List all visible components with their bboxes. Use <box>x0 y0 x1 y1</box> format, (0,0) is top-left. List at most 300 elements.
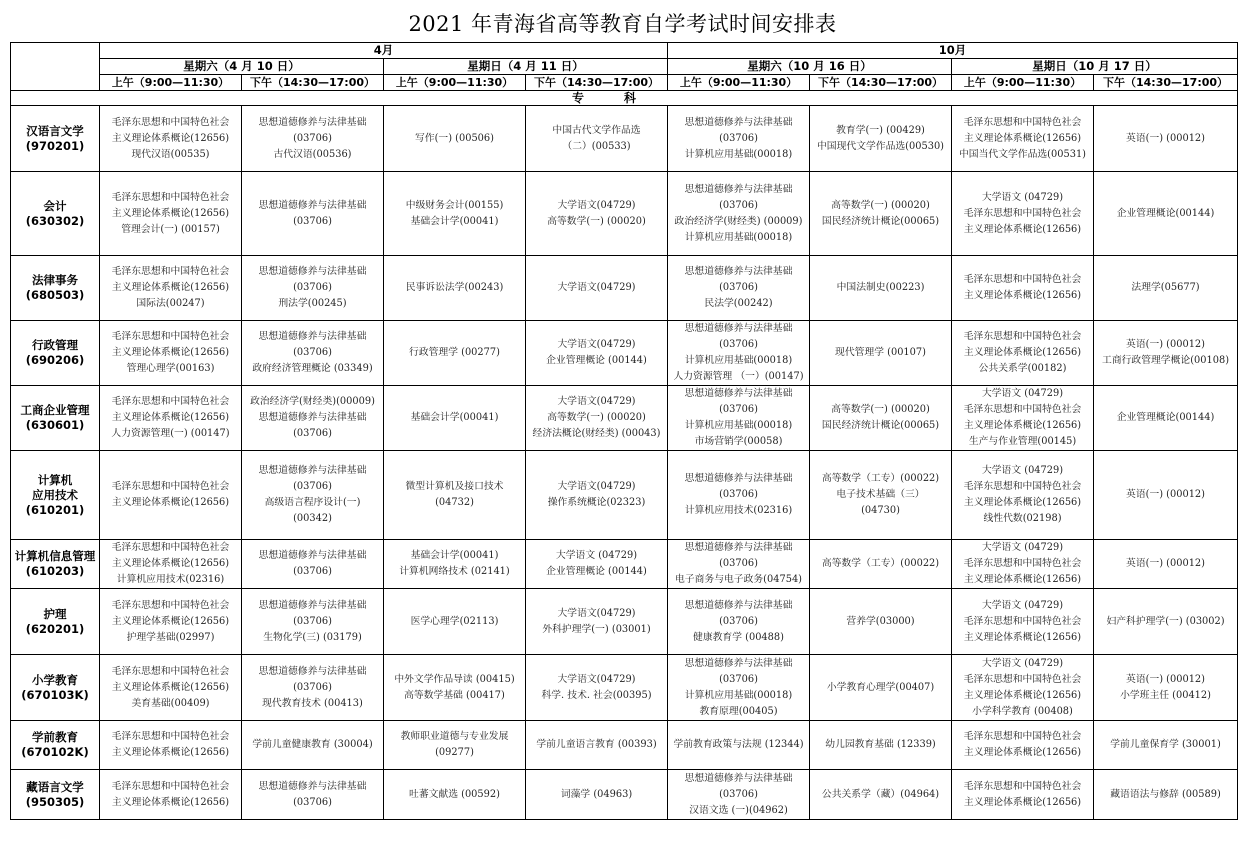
exam-cell <box>952 172 1094 256</box>
course-line: (00342) <box>293 513 332 524</box>
session-pm-header: 下午（14:30—17:00） <box>526 75 668 91</box>
exam-cell <box>242 540 384 589</box>
course-line: 小学科学教育 (00408) <box>972 705 1073 717</box>
course-line: 英语(一) (00012) <box>1126 489 1205 500</box>
exam-cell <box>952 321 1094 386</box>
exam-cell <box>1094 386 1238 451</box>
exam-cell <box>526 589 668 655</box>
course-line: (03706) <box>293 215 332 227</box>
course-line: 高等数学(一) (00020) <box>547 412 646 423</box>
course-line: 政治经济学(财经类) (00009) <box>674 215 803 227</box>
exam-cell <box>100 589 242 655</box>
course-line: 主义理论体系概论(12656) <box>963 796 1082 808</box>
exam-cell <box>100 386 242 451</box>
course-line: 学前教育政策与法规 (12344) <box>673 739 804 750</box>
course-line: 思想道德修养与法律基础 <box>684 388 793 399</box>
exam-cell <box>668 721 810 770</box>
exam-cell <box>810 770 952 820</box>
course-line: 主义理论体系概论(12656) <box>111 282 230 293</box>
course-line: 操作系统概论(02323) <box>547 497 646 508</box>
major-name-cell <box>11 589 100 655</box>
exam-cell <box>1094 256 1238 321</box>
major-name: 汉语言文学 <box>26 123 84 138</box>
course-line: (03706) <box>293 681 332 693</box>
exam-cell <box>952 589 1094 655</box>
course-line: (03706) <box>719 615 758 627</box>
exam-cell <box>952 770 1094 820</box>
course-line: 主义理论体系概论(12656) <box>111 132 230 144</box>
major-name: 小学教育 <box>32 672 78 687</box>
exam-cell <box>810 589 952 655</box>
major-name: 计算机信息管理 <box>14 549 96 563</box>
course-line: 管理心理学(00163) <box>126 363 215 374</box>
course-line: 法理学(05677) <box>1131 282 1200 293</box>
course-line: 大学语文 (04729) <box>981 465 1064 476</box>
major-name: 计算机 <box>37 472 73 487</box>
course-line: 主义理论体系概论(12656) <box>963 689 1082 701</box>
course-line: 现代教育技术 (00413) <box>262 697 363 709</box>
course-line: 大学语文(04729) <box>557 673 636 685</box>
course-line: (04730) <box>861 505 900 516</box>
day-header: 星期六（10 月 16 日） <box>668 59 952 75</box>
course-line: 主义理论体系概论(12656) <box>963 223 1082 235</box>
course-line: 主义理论体系概论(12656) <box>111 681 230 693</box>
course-line: 刑法学(00245) <box>278 298 347 309</box>
exam-cell <box>526 321 668 386</box>
course-line: 思想道德修养与法律基础 <box>684 116 793 128</box>
course-line: 企业管理概论(00144) <box>1116 207 1215 219</box>
exam-cell <box>952 386 1094 451</box>
exam-cell <box>100 540 242 589</box>
course-line: 英语(一) (00012) <box>1126 673 1205 685</box>
course-line: 思想道德修养与法律基础 <box>684 657 793 669</box>
course-line: 政治经济学(财经类)(00009) <box>250 396 375 407</box>
course-line: 线性代数(02198) <box>983 513 1062 524</box>
course-line: 吐蕃文献选 (00592) <box>409 788 500 800</box>
exam-cell <box>952 655 1094 721</box>
course-line: 思想道德修养与法律基础 <box>684 183 793 195</box>
course-line: 毛泽东思想和中国特色社会 <box>963 615 1082 627</box>
exam-cell <box>384 451 526 540</box>
course-line: 计算机网络技术 (02141) <box>399 566 510 577</box>
table-row <box>11 321 1238 386</box>
exam-cell <box>668 172 810 256</box>
major-name-cell <box>11 256 100 321</box>
course-line: 计算机应用技术(02316) <box>116 574 225 585</box>
exam-cell <box>100 321 242 386</box>
exam-cell <box>1094 321 1238 386</box>
course-line: 企业管理概论 (00144) <box>546 566 647 577</box>
course-line: 毛泽东思想和中国特色社会 <box>963 673 1082 685</box>
major-name: 会计 <box>43 198 67 213</box>
course-line: (09277) <box>435 747 474 758</box>
major-name-cell <box>11 321 100 386</box>
exam-cell <box>100 256 242 321</box>
course-line: 主义理论体系概论(12656) <box>963 747 1082 758</box>
major-name: 藏语言文学 <box>26 779 84 794</box>
exam-cell <box>100 655 242 721</box>
course-line: 基础会计学(00041) <box>410 412 499 423</box>
major-name: 工商企业管理 <box>20 403 90 417</box>
major-code: (610201) <box>25 502 85 517</box>
course-line: (03706) <box>293 282 332 293</box>
exam-cell <box>668 321 810 386</box>
day-header: 星期日（4 月 11 日） <box>384 59 668 75</box>
course-line: 电子商务与电子政务(04754) <box>675 574 802 585</box>
exam-cell <box>242 106 384 172</box>
course-line: 管理会计(一) (00157) <box>121 223 220 235</box>
session-pm-header: 下午（14:30—17:00） <box>242 75 384 91</box>
course-line: 医学心理学(02113) <box>410 615 499 627</box>
major-code: (620201) <box>25 621 85 636</box>
course-line: 人力资源管理(一) (00147) <box>111 428 230 439</box>
exam-cell <box>242 256 384 321</box>
course-line: 毛泽东思想和中国特色社会 <box>111 396 230 407</box>
course-line: 毛泽东思想和中国特色社会 <box>111 731 230 742</box>
course-line: 大学语文 (04729) <box>555 550 638 561</box>
course-line: (03706) <box>719 339 758 350</box>
exam-cell <box>384 770 526 820</box>
course-line: 主义理论体系概论(12656) <box>111 796 230 808</box>
course-line: 毛泽东思想和中国特色社会 <box>111 542 230 553</box>
major-name-cell <box>11 451 100 540</box>
course-line: 民法学(00242) <box>704 298 773 309</box>
major-code: (670103K) <box>21 687 89 702</box>
course-line: 教育原理(00405) <box>699 705 778 717</box>
course-line: 思想道德修养与法律基础 <box>684 266 793 277</box>
exam-cell <box>526 721 668 770</box>
exam-cell <box>100 721 242 770</box>
course-line: 思想道德修养与法律基础 <box>258 116 367 128</box>
course-line: 主义理论体系概论(12656) <box>111 747 230 758</box>
table-row <box>11 451 1238 540</box>
course-line: 中国当代文学作品选(00531) <box>959 148 1086 160</box>
exam-cell <box>100 770 242 820</box>
course-line: 学前儿童健康教育 (30004) <box>252 739 373 750</box>
course-line: 毛泽东思想和中国特色社会 <box>963 558 1082 569</box>
course-line: 中国现代文学作品选(00530) <box>817 140 944 152</box>
exam-cell <box>242 655 384 721</box>
course-line: 毛泽东思想和中国特色社会 <box>111 331 230 342</box>
exam-cell <box>526 172 668 256</box>
course-line: 写作(一) (00506) <box>415 132 494 144</box>
course-line: 大学语文 (04729) <box>981 191 1064 203</box>
course-line: 思想道德修养与法律基础 <box>258 331 367 342</box>
course-line: 市场营销学(00058) <box>694 436 783 447</box>
course-line: 护理学基础(02997) <box>126 631 215 643</box>
course-line: 毛泽东思想和中国特色社会 <box>111 481 230 492</box>
course-line: (04732) <box>435 497 474 508</box>
exam-cell <box>1094 770 1238 820</box>
exam-cell <box>526 770 668 820</box>
exam-cell <box>952 540 1094 589</box>
course-line: (03706) <box>719 489 758 500</box>
course-line: 主义理论体系概论(12656) <box>963 290 1082 301</box>
exam-cell <box>526 256 668 321</box>
course-line: 思想道德修养与法律基础 <box>684 323 793 334</box>
exam-schedule-table <box>10 42 1238 820</box>
session-am-header: 上午（9:00—11:30） <box>100 75 242 91</box>
course-line: 思想道德修养与法律基础 <box>258 465 367 476</box>
exam-cell <box>384 172 526 256</box>
exam-cell <box>242 386 384 451</box>
course-line: 健康教育学 (00488) <box>693 631 784 643</box>
table-row <box>11 106 1238 172</box>
course-line: 企业管理概论(00144) <box>1116 412 1215 423</box>
course-line: 企业管理概论 (00144) <box>546 355 647 366</box>
course-line: 毛泽东思想和中国特色社会 <box>963 274 1082 285</box>
exam-cell <box>384 256 526 321</box>
course-line: 思想道德修养与法律基础 <box>258 599 367 611</box>
exam-cell <box>810 655 952 721</box>
course-line: 高等数学(一) (00020) <box>547 215 646 227</box>
course-line: 现代管理学 (00107) <box>835 347 926 358</box>
major-code: (680503) <box>25 288 85 302</box>
course-line: 政府经济管理概论 (03349) <box>252 363 373 374</box>
course-line: 美育基础(00409) <box>131 697 210 709</box>
course-line: 高等数学（工专）(00022) <box>821 473 940 484</box>
exam-cell <box>384 386 526 451</box>
course-line: 大学语文(04729) <box>557 396 636 407</box>
course-line: 毛泽东思想和中国特色社会 <box>963 116 1082 128</box>
course-line: 毛泽东思想和中国特色社会 <box>111 191 230 203</box>
month-header-october: 10月 <box>668 43 1238 59</box>
exam-cell <box>1094 655 1238 721</box>
course-line: 主义理论体系概论(12656) <box>111 497 230 508</box>
course-line: 微型计算机及接口技术 <box>405 481 504 492</box>
course-line: 人力资源管理 （一）(00147) <box>673 371 804 382</box>
course-line: 外科护理学(一) (03001) <box>542 623 651 635</box>
course-line: 主义理论体系概论(12656) <box>963 631 1082 643</box>
exam-cell <box>810 256 952 321</box>
course-line: 毛泽东思想和中国特色社会 <box>963 404 1082 415</box>
course-line: (03706) <box>719 404 758 415</box>
exam-cell <box>384 321 526 386</box>
course-line: 思想道德修养与法律基础 <box>258 412 367 423</box>
major-name-cell <box>11 386 100 451</box>
course-line: 计算机应用基础(00018) <box>684 355 793 366</box>
course-line: 藏语语法与修辞 (00589) <box>1110 788 1221 800</box>
exam-cell <box>810 106 952 172</box>
exam-cell <box>384 655 526 721</box>
major-code: (670102K) <box>21 745 89 759</box>
course-line: 国际法(00247) <box>136 298 205 309</box>
table-row <box>11 540 1238 589</box>
course-line: 思想道德修养与法律基础 <box>258 550 367 561</box>
exam-cell <box>810 386 952 451</box>
exam-cell <box>1094 721 1238 770</box>
course-line: (03706) <box>293 347 332 358</box>
course-line: 科学. 技术. 社会(00395) <box>541 689 652 701</box>
session-am-header: 上午（9:00—11:30） <box>384 75 526 91</box>
course-line: 主义理论体系概论(12656) <box>963 420 1082 431</box>
exam-cell <box>952 451 1094 540</box>
session-am-header: 上午（9:00—11:30） <box>952 75 1094 91</box>
major-code: (630302) <box>25 213 85 228</box>
major-name-cell <box>11 106 100 172</box>
course-line: 思想道德修养与法律基础 <box>684 473 793 484</box>
exam-cell <box>526 386 668 451</box>
table-row <box>11 721 1238 770</box>
page-title: 2021 年青海省高等教育自学考试时间安排表 <box>408 12 837 36</box>
course-line: 主义理论体系概论(12656) <box>111 412 230 423</box>
major-name: 应用技术 <box>32 487 78 502</box>
course-line: 小学教育心理学(00407) <box>826 681 935 693</box>
major-name: 法律事务 <box>32 273 78 287</box>
exam-cell <box>1094 589 1238 655</box>
course-line: 古代汉语(00536) <box>273 148 352 160</box>
exam-cell <box>384 106 526 172</box>
course-line: 计算机应用基础(00018) <box>684 148 793 160</box>
course-line: 大学语文 (04729) <box>981 599 1064 611</box>
course-line: 思想道德修养与法律基础 <box>684 542 793 553</box>
table-row <box>11 589 1238 655</box>
course-line: 大学语文 (04729) <box>981 542 1064 553</box>
course-line: 英语(一) (00012) <box>1126 339 1205 350</box>
course-line: 毛泽东思想和中国特色社会 <box>963 331 1082 342</box>
table-row <box>11 770 1238 820</box>
table-row <box>11 172 1238 256</box>
course-line: (03706) <box>719 558 758 569</box>
exam-cell <box>242 321 384 386</box>
course-line: 基础会计学(00041) <box>410 550 499 561</box>
course-line: (03706) <box>293 481 332 492</box>
course-line: 学前儿童保育学 (30001) <box>1110 739 1221 750</box>
course-line: 高等数学基础 (00417) <box>404 689 505 701</box>
exam-cell <box>1094 106 1238 172</box>
course-line: 国民经济统计概论(00065) <box>821 215 940 227</box>
exam-cell <box>668 589 810 655</box>
course-line: 毛泽东思想和中国特色社会 <box>111 665 230 677</box>
course-line: (03706) <box>719 282 758 293</box>
course-line: 国民经济统计概论(00065) <box>821 420 940 431</box>
course-line: 计算机应用基础(00018) <box>684 420 793 431</box>
course-line: 思想道德修养与法律基础 <box>258 199 367 211</box>
course-line: 中国法制史(00223) <box>836 282 925 293</box>
major-name: 行政管理 <box>32 338 78 352</box>
course-line: 民事诉讼法学(00243) <box>405 282 504 293</box>
course-line: 中外文学作品导读 (00415) <box>394 673 515 685</box>
course-line: 高等数学（工专）(00022) <box>821 558 940 569</box>
course-line: 经济法概论(财经类) (00043) <box>532 428 661 439</box>
course-line: 思想道德修养与法律基础 <box>258 780 367 792</box>
course-line: 大学语文 (04729) <box>981 388 1064 399</box>
course-line: 高级语言程序设计(一) <box>264 497 361 508</box>
exam-cell <box>242 721 384 770</box>
exam-cell <box>1094 451 1238 540</box>
course-line: 妇产科护理学(一) (03002) <box>1106 615 1225 627</box>
major-code: (690206) <box>25 353 85 367</box>
course-line: 主义理论体系概论(12656) <box>963 497 1082 508</box>
course-line: 高等数学(一) (00020) <box>831 199 930 211</box>
course-line: (03706) <box>293 428 332 439</box>
course-line: 思想道德修养与法律基础 <box>258 266 367 277</box>
exam-cell <box>668 540 810 589</box>
major-name-cell <box>11 721 100 770</box>
course-line: 思想道德修养与法律基础 <box>684 599 793 611</box>
exam-cell <box>242 451 384 540</box>
month-header-april: 4月 <box>100 43 668 59</box>
exam-cell <box>668 451 810 540</box>
course-line: (03706) <box>719 132 758 144</box>
exam-cell <box>100 172 242 256</box>
day-header: 星期日（10 月 17 日） <box>952 59 1238 75</box>
table-row <box>11 655 1238 721</box>
course-line: （二）(00533) <box>562 140 631 152</box>
course-line: 中级财务会计(00155) <box>405 199 504 211</box>
course-line: 学前儿童语言教育 (00393) <box>536 739 657 750</box>
section-label: 专科 <box>11 91 1238 106</box>
exam-cell <box>242 589 384 655</box>
exam-cell <box>952 106 1094 172</box>
exam-cell <box>100 451 242 540</box>
course-line: 思想道德修养与法律基础 <box>684 772 793 784</box>
exam-cell <box>526 451 668 540</box>
course-line: 计算机应用基础(00018) <box>684 689 793 701</box>
exam-cell <box>952 256 1094 321</box>
course-line: (03706) <box>719 673 758 685</box>
course-line: 词藻学 (04963) <box>560 788 633 800</box>
major-code: (610203) <box>25 564 85 578</box>
course-line: 英语(一) (00012) <box>1126 558 1205 569</box>
course-line: 行政管理学 (00277) <box>409 347 500 358</box>
course-line: 主义理论体系概论(12656) <box>111 207 230 219</box>
exam-cell <box>668 655 810 721</box>
course-line: (03706) <box>293 615 332 627</box>
course-line: 毛泽东思想和中国特色社会 <box>963 481 1082 492</box>
exam-cell <box>668 386 810 451</box>
course-line: 主义理论体系概论(12656) <box>111 347 230 358</box>
exam-cell <box>810 321 952 386</box>
course-line: 基础会计学(00041) <box>410 215 499 227</box>
course-line: 计算机应用技术(02316) <box>684 505 793 516</box>
course-line: 汉语文选 (一)(04962) <box>689 804 788 816</box>
course-line: 英语(一) (00012) <box>1126 132 1205 144</box>
course-line: 教师职业道德与专业发展 <box>400 731 509 742</box>
exam-cell <box>810 721 952 770</box>
course-line: (03706) <box>719 199 758 211</box>
day-header: 星期六（4 月 10 日） <box>100 59 384 75</box>
course-line: 计算机应用基础(00018) <box>684 231 793 243</box>
exam-cell <box>526 106 668 172</box>
course-line: 毛泽东思想和中国特色社会 <box>963 780 1082 792</box>
major-name-cell <box>11 655 100 721</box>
course-line: 高等数学(一) (00020) <box>831 404 930 415</box>
exam-cell <box>810 451 952 540</box>
exam-cell <box>526 655 668 721</box>
course-line: 毛泽东思想和中国特色社会 <box>963 731 1082 742</box>
exam-cell <box>100 106 242 172</box>
course-line: 主义理论体系概论(12656) <box>111 615 230 627</box>
course-line: 大学语文(04729) <box>557 199 636 211</box>
course-line: 思想道德修养与法律基础 <box>258 665 367 677</box>
course-line: 工商行政管理学概论(00108) <box>1102 355 1230 366</box>
major-name: 护理 <box>43 606 67 621</box>
course-line: 毛泽东思想和中国特色社会 <box>111 599 230 611</box>
exam-cell <box>810 172 952 256</box>
course-line: 中国古代文学作品选 <box>552 124 641 136</box>
course-line: 大学语文(04729) <box>557 339 636 350</box>
exam-cell <box>668 256 810 321</box>
course-line: 公共关系学（藏）(04964) <box>821 788 940 800</box>
exam-cell <box>810 540 952 589</box>
exam-cell <box>668 106 810 172</box>
course-line: 大学语文(04729) <box>557 607 636 619</box>
course-line: 毛泽东思想和中国特色社会 <box>111 266 230 277</box>
course-line: 营养学(03000) <box>846 615 915 627</box>
major-name-cell <box>11 770 100 820</box>
session-am-header: 上午（9:00—11:30） <box>668 75 810 91</box>
